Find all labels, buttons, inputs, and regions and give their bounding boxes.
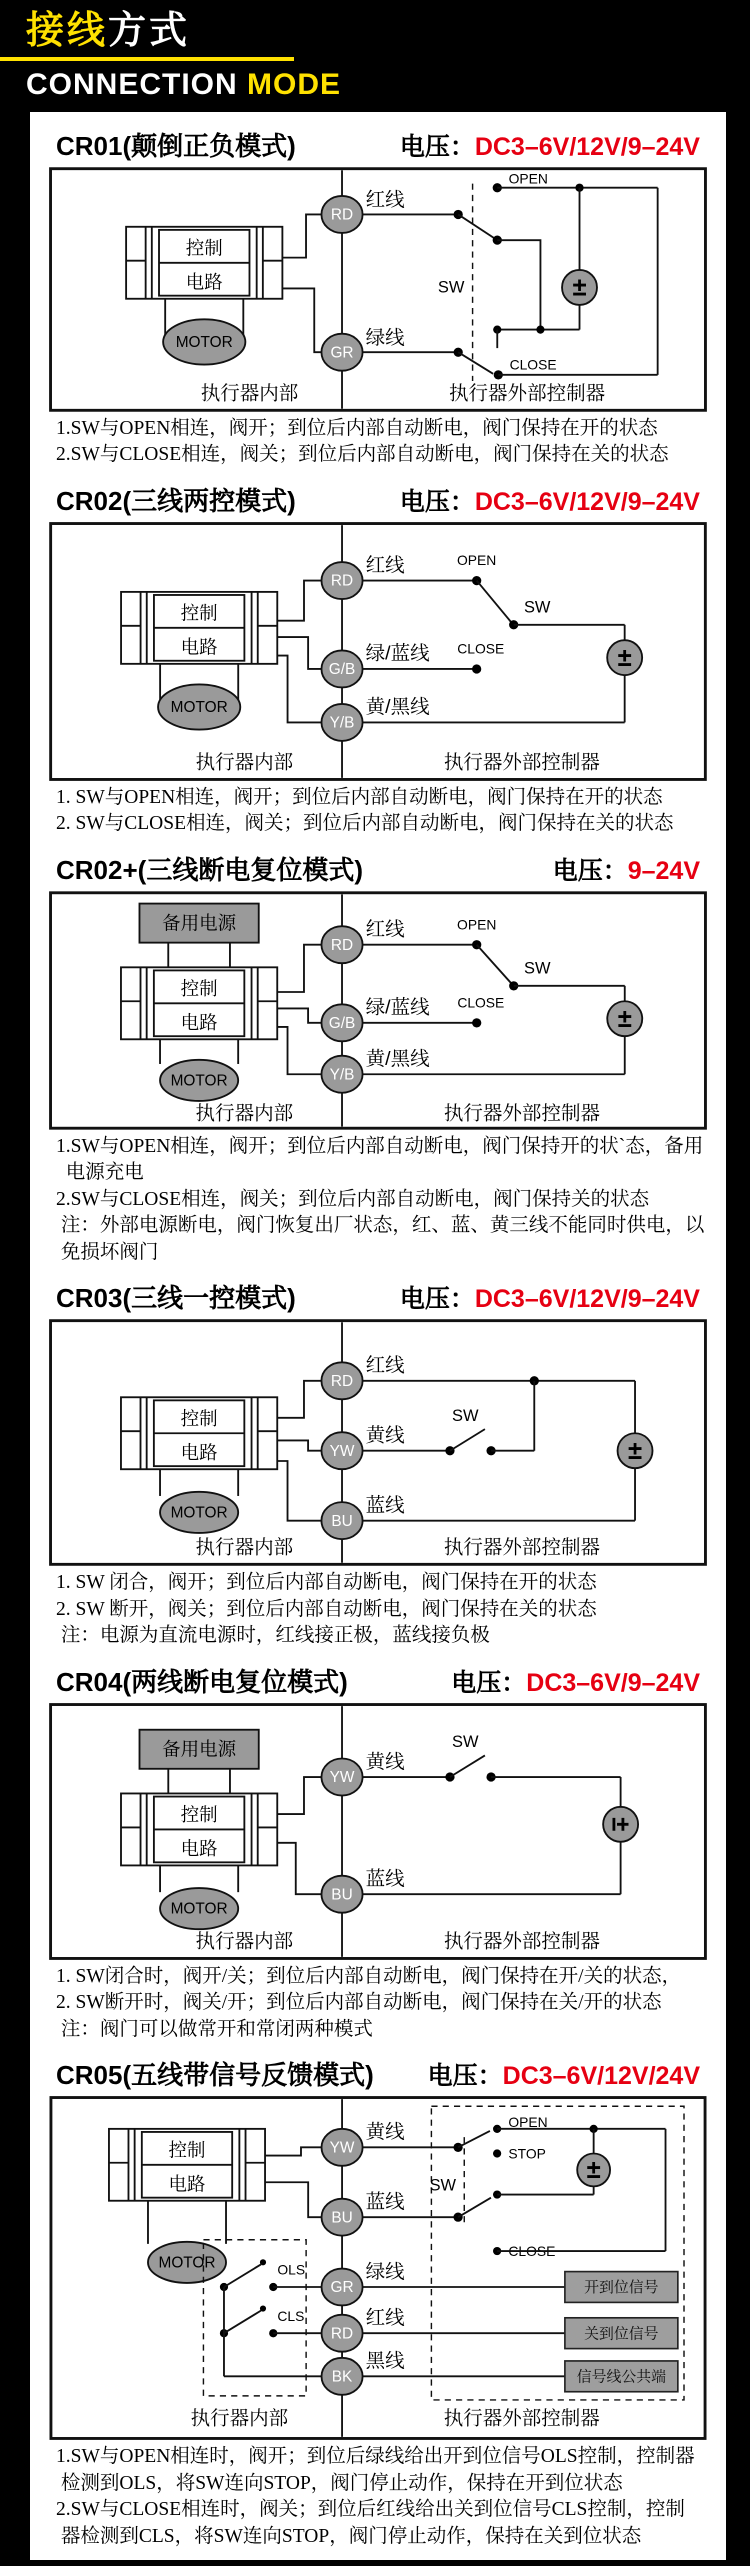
svg-text:备用电源: 备用电源 — [162, 1738, 237, 1760]
motor-icon — [160, 1492, 238, 1533]
wire-terminal-gb — [321, 650, 362, 687]
signal-box-open — [565, 2272, 678, 2303]
voltage-label: 电压： — [552, 856, 628, 885]
wire-terminal-rd — [321, 196, 362, 233]
title-underline — [0, 57, 294, 61]
svg-text:±: ± — [617, 1004, 632, 1033]
note-line: 器检测到CLS，将SW连向STOP，阀门停止动作，保持在关到位状态 — [56, 2525, 642, 2547]
svg-text:±: ± — [586, 2156, 601, 2185]
section-head-cr02plus — [30, 848, 726, 889]
section-cr02plus — [30, 844, 726, 1273]
svg-text:BU: BU — [331, 1886, 353, 1904]
voltage-cr02plus — [553, 851, 700, 887]
svg-text:MOTOR: MOTOR — [170, 1072, 228, 1090]
note-line: 电源充电 — [56, 1162, 144, 1184]
zone-internal: 执行器内部 — [195, 751, 294, 774]
section-head-cr05 — [30, 2053, 726, 2094]
svg-text:GR: GR — [330, 2279, 354, 2297]
wire-label-blue: 蓝线 — [365, 1867, 405, 1890]
svg-text:RD: RD — [330, 2325, 354, 2343]
wire-terminal-yw — [321, 1433, 362, 1470]
wire-terminal-gb — [321, 1004, 362, 1041]
zone-internal: 执行器内部 — [195, 1930, 294, 1953]
wire-terminal-bu — [321, 1876, 362, 1913]
svg-text:GR: GR — [330, 344, 354, 362]
battery-icon — [618, 1434, 653, 1469]
svg-text:控制: 控制 — [168, 2140, 206, 2162]
voltage-value: DC3–6V/12V/9–24V — [474, 132, 700, 161]
cr02plus-wiring-diagram — [49, 891, 707, 1130]
note-line: 1. SW与OPEN相连，阀开；到位后内部自动断电，阀门保持在开的状态 — [56, 786, 663, 808]
wire-terminal-bu — [321, 1502, 362, 1539]
notes-cr01 — [30, 414, 726, 475]
open-label: OPEN — [457, 916, 497, 933]
svg-text:控制: 控制 — [180, 1804, 218, 1826]
svg-text:关到位信号: 关到位信号 — [584, 2326, 659, 2343]
wire-terminal-rd — [321, 926, 362, 963]
note-line: 注：电源为直流电源时，红线接正极，蓝线接负极 — [56, 1625, 490, 1647]
voltage-cr01 — [400, 127, 700, 163]
wire-label-red: 红线 — [365, 2307, 405, 2330]
svg-text:±: ± — [572, 273, 587, 302]
model-title-cr04: CR04(两线断电复位模式) — [56, 1666, 348, 1697]
svg-text:Y/B: Y/B — [329, 714, 355, 732]
wire-label-blue: 蓝线 — [365, 2191, 405, 2214]
svg-text:±: ± — [606, 1817, 635, 1832]
subtitle-accent: MODE — [247, 67, 341, 101]
sw-label: SW — [429, 2176, 457, 2195]
svg-text:BK: BK — [331, 2368, 353, 2386]
open-label: OPEN — [508, 170, 548, 187]
svg-text:BU: BU — [331, 1513, 353, 1531]
model-title-cr02plus: CR02+(三线断电复位模式) — [56, 854, 363, 885]
note-line: 1.SW与OPEN相连，阀开；到位后内部自动断电，阀门保持在开的状态 — [56, 417, 658, 439]
svg-text:MOTOR: MOTOR — [170, 1900, 228, 1918]
voltage-label: 电压： — [451, 1668, 527, 1697]
svg-text:G/B: G/B — [328, 660, 356, 678]
cls-label: CLS — [277, 2308, 305, 2325]
svg-text:MOTOR: MOTOR — [170, 1504, 228, 1522]
motor-icon — [158, 684, 240, 729]
content-panel — [30, 112, 726, 2561]
motor-icon — [163, 319, 245, 364]
wire-label-red: 红线 — [365, 188, 405, 211]
notes-cr05 — [30, 2442, 726, 2556]
voltage-cr04 — [451, 1663, 700, 1699]
motor-icon — [160, 1060, 238, 1101]
close-label: CLOSE — [457, 994, 505, 1011]
zone-external: 执行器外部控制器 — [443, 1930, 600, 1953]
svg-text:备用电源: 备用电源 — [162, 912, 237, 934]
wire-label-green-blue: 绿/蓝线 — [365, 642, 430, 665]
note-line: 2. SW 断开，阀关；到位后内部自动断电，阀门保持在关的状态 — [56, 1598, 597, 1620]
wire-label-red: 红线 — [365, 918, 405, 941]
notes-cr03 — [30, 1568, 726, 1656]
page-title — [26, 10, 750, 54]
actuator — [121, 1398, 277, 1534]
notes-cr02 — [30, 783, 726, 844]
section-cr02 — [30, 475, 726, 844]
voltage-value: DC3–6V/12V/9–24V — [474, 487, 700, 516]
svg-text:YW: YW — [329, 1443, 355, 1461]
note-line: 1. SW 闭合，阀开；到位后内部自动断电，阀门保持在开的状态 — [56, 1572, 597, 1594]
zone-external: 执行器外部控制器 — [443, 1536, 600, 1559]
wire-terminal-rd — [321, 562, 362, 599]
actuator — [126, 226, 282, 364]
sw-label: SW — [452, 1407, 479, 1426]
stop-label: STOP — [508, 2146, 546, 2163]
battery-icon — [607, 640, 642, 675]
wire-label-yellow: 黄线 — [365, 2121, 405, 2144]
voltage-label: 电压： — [399, 487, 475, 516]
wire-terminal-yw — [321, 1758, 362, 1795]
zone-external: 执行器外部控制器 — [443, 2408, 600, 2431]
wire-terminal-gr — [322, 2269, 363, 2306]
motor-icon — [148, 2242, 226, 2283]
ols-label: OLS — [277, 2262, 306, 2279]
svg-text:电路: 电路 — [180, 1011, 218, 1033]
voltage-label: 电压： — [399, 1285, 475, 1314]
cr05-wiring-diagram — [49, 2096, 707, 2440]
section-head-cr03 — [30, 1276, 726, 1317]
page-header — [0, 0, 750, 112]
voltage-value: DC3–6V/12V/9–24V — [474, 1285, 700, 1314]
page-title-rest: 方式 — [108, 10, 191, 52]
svg-text:控制: 控制 — [180, 602, 218, 624]
svg-text:开到位信号: 开到位信号 — [584, 2280, 659, 2297]
svg-text:±: ± — [617, 643, 632, 672]
svg-text:RD: RD — [330, 572, 354, 590]
section-head-cr02 — [30, 479, 726, 520]
section-cr03 — [30, 1272, 726, 1656]
cr04-wiring-diagram — [49, 1703, 707, 1960]
svg-text:MOTOR: MOTOR — [158, 2254, 216, 2272]
note-line: 1.SW与OPEN相连，阀开；到位后内部自动断电，阀门保持开的状`态，备用 — [56, 1135, 704, 1157]
section-head-cr04 — [30, 1660, 726, 1701]
wire-label-yellow: 黄线 — [365, 1750, 405, 1773]
battery-icon — [577, 2154, 610, 2187]
battery-icon — [562, 270, 597, 305]
voltage-cr03 — [400, 1279, 700, 1315]
svg-text:控制: 控制 — [180, 977, 218, 999]
wire-label-yellow-black: 黄/黑线 — [365, 695, 430, 718]
close-label: CLOSE — [508, 2243, 556, 2260]
actuator — [109, 2129, 265, 2283]
signal-box-common — [565, 2361, 678, 2392]
svg-text:控制: 控制 — [185, 237, 223, 259]
voltage-label: 电压： — [427, 2062, 503, 2091]
note-line: 检测到OLS，将SW连向STOP，阀门停止动作，保持在开到位状态 — [56, 2472, 623, 2494]
svg-text:RD: RD — [330, 206, 354, 224]
sw-label: SW — [523, 598, 551, 617]
wire-label-red: 红线 — [365, 1354, 405, 1377]
actuator — [121, 1793, 277, 1929]
svg-text:RD: RD — [330, 1373, 354, 1391]
zone-internal: 执行器内部 — [195, 1102, 294, 1125]
backup-power-box — [140, 1730, 259, 1794]
section-head-cr01 — [30, 124, 726, 165]
wire-terminal-bu — [322, 2199, 363, 2236]
voltage-cr05 — [428, 2056, 700, 2092]
wire-label-green: 绿线 — [365, 2261, 405, 2284]
wire-label-green-blue: 绿/蓝线 — [365, 996, 430, 1019]
note-line: 1.SW与OPEN相连时，阀开；到位后绿线给出开到位信号OLS控制，控制器 — [56, 2446, 695, 2468]
zone-external: 执行器外部控制器 — [443, 1102, 600, 1125]
zone-external: 执行器外部控制器 — [449, 382, 606, 405]
wire-terminal-gr — [321, 333, 362, 370]
wire-label-blue: 蓝线 — [365, 1494, 405, 1517]
wire-terminal-yb — [321, 704, 362, 741]
svg-text:信号线公共端: 信号线公共端 — [576, 2369, 666, 2386]
wire-terminal-yb — [321, 1055, 362, 1092]
cr01-wiring-diagram — [49, 167, 707, 412]
voltage-value: DC3–6V/12V/24V — [502, 2062, 700, 2091]
svg-text:BU: BU — [331, 2209, 353, 2227]
model-title-cr05: CR05(五线带信号反馈模式) — [56, 2060, 374, 2091]
motor-icon — [160, 1888, 238, 1929]
svg-text:电路: 电路 — [180, 1838, 218, 1860]
sw-label: SW — [437, 278, 465, 297]
wire-terminal-rd — [321, 1363, 362, 1400]
svg-text:±: ± — [627, 1437, 643, 1466]
wire-terminal-rd — [322, 2315, 363, 2352]
svg-text:控制: 控制 — [180, 1408, 218, 1430]
svg-text:YW: YW — [329, 1769, 355, 1787]
model-title-cr01: CR01(颠倒正负模式) — [56, 130, 296, 161]
zone-external: 执行器外部控制器 — [443, 751, 600, 774]
notes-cr02plus — [30, 1132, 726, 1273]
voltage-cr02 — [400, 482, 700, 518]
note-line: 2.SW与CLOSE相连，阀关；到位后内部自动断电，阀门保持关的状态 — [56, 1188, 650, 1210]
zone-internal: 执行器内部 — [195, 1536, 294, 1559]
model-title-cr03: CR03(三线一控模式) — [56, 1283, 296, 1314]
svg-text:电路: 电路 — [180, 1442, 218, 1464]
signal-box-close — [565, 2318, 678, 2349]
wire-label-green: 绿线 — [365, 326, 405, 349]
note-line: 2. SW与CLOSE相连，阀关；到位后内部自动断电，阀门保持在关的状态 — [56, 813, 674, 835]
cr03-wiring-diagram — [49, 1319, 707, 1566]
svg-text:MOTOR: MOTOR — [170, 698, 228, 716]
svg-text:G/B: G/B — [328, 1014, 356, 1032]
battery-icon — [603, 1807, 638, 1842]
sw-label: SW — [452, 1733, 479, 1752]
svg-text:YW: YW — [329, 2139, 355, 2157]
actuator — [121, 967, 277, 1101]
note-line: 2. SW断开时，阀关/开；到位后内部自动断电，阀门保持在关/开的状态 — [56, 1992, 662, 2014]
svg-text:电路: 电路 — [168, 2173, 206, 2195]
svg-text:Y/B: Y/B — [329, 1066, 355, 1084]
model-title-cr02: CR02(三线两控模式) — [56, 485, 296, 516]
sw-label: SW — [523, 959, 551, 978]
wire-label-black: 黑线 — [365, 2350, 405, 2373]
subtitle-main: CONNECTION — [26, 67, 247, 101]
note-line: 2.SW与CLOSE相连，阀关；到位后内部自动断电，阀门保持在关的状态 — [56, 444, 669, 466]
note-line: 免损坏阀门 — [56, 1241, 159, 1263]
close-label: CLOSE — [509, 356, 557, 373]
section-cr05 — [30, 2049, 726, 2556]
voltage-value: 9–24V — [627, 856, 700, 885]
wire-label-yellow: 黄线 — [365, 1424, 405, 1447]
svg-text:电路: 电路 — [180, 636, 218, 658]
wire-label-yellow-black: 黄/黑线 — [365, 1047, 430, 1070]
note-line: 注：外部电源断电，阀门恢复出厂状态，红、蓝、黄三线不能同时供电，以 — [56, 1215, 705, 1237]
open-label: OPEN — [457, 551, 497, 568]
voltage-value: DC3–6V/9–24V — [526, 1668, 700, 1697]
close-label: CLOSE — [457, 640, 505, 657]
svg-text:电路: 电路 — [185, 271, 223, 293]
note-line: 注：阀门可以做常开和常闭两种模式 — [56, 2018, 373, 2040]
svg-text:RD: RD — [330, 936, 354, 954]
wire-terminal-yw — [322, 2129, 363, 2166]
wire-terminal-bk — [322, 2358, 363, 2395]
voltage-label: 电压： — [399, 132, 475, 161]
zone-internal: 执行器内部 — [190, 2408, 289, 2431]
note-line: 1. SW闭合时，阀开/关；到位后内部自动断电，阀门保持在开/关的状态， — [56, 1965, 682, 1987]
backup-power-box — [139, 903, 258, 967]
cr02-wiring-diagram — [49, 522, 707, 781]
section-cr04 — [30, 1656, 726, 2050]
page-title-accent: 接线 — [26, 10, 109, 52]
note-line: 2.SW与CLOSE相连时，阀关；到位后红线给出关到位信号CLS控制，控制 — [56, 2499, 685, 2521]
battery-icon — [607, 1001, 642, 1036]
svg-text:MOTOR: MOTOR — [175, 333, 233, 351]
zone-internal: 执行器内部 — [200, 382, 299, 405]
section-cr01 — [30, 120, 726, 475]
wire-label-red: 红线 — [365, 554, 405, 577]
page-subtitle — [26, 68, 750, 102]
open-label: OPEN — [508, 2114, 548, 2131]
notes-cr04 — [30, 1962, 726, 2050]
actuator — [121, 592, 277, 730]
